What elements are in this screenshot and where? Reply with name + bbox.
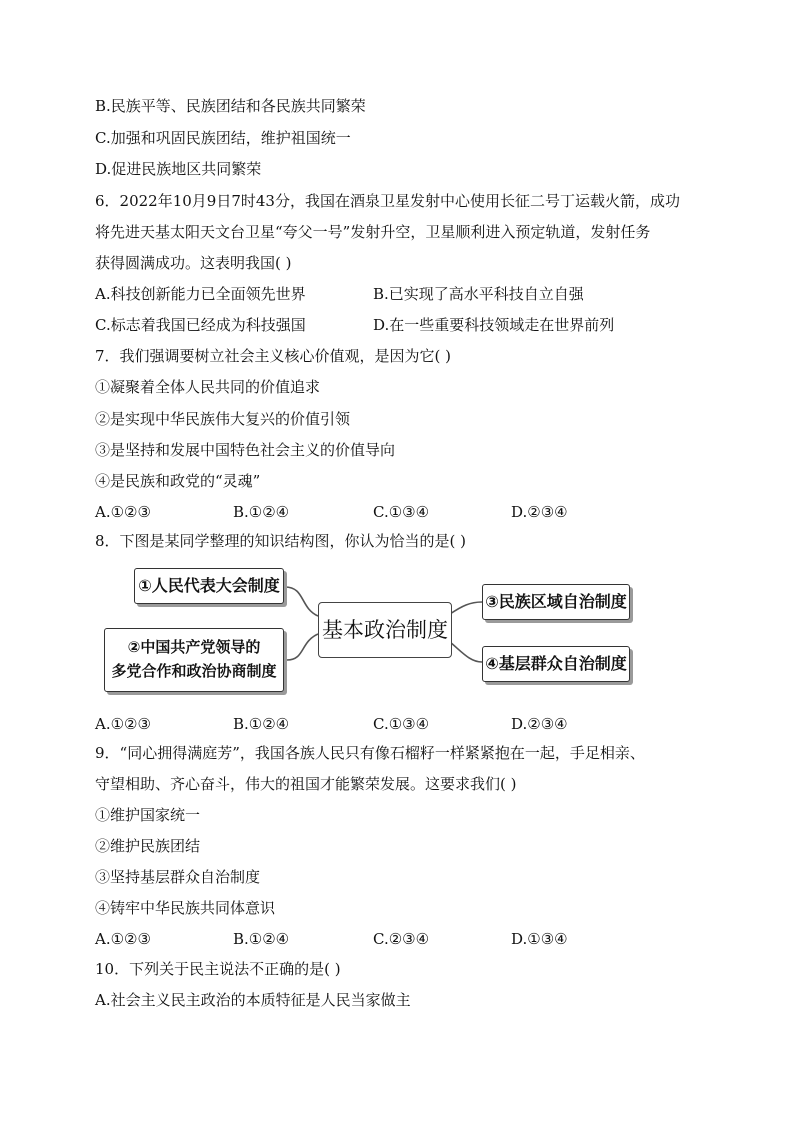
- q6-option-c: C.标志着我国已经成为科技强国: [95, 316, 306, 334]
- q9-item-1: ①维护国家统一: [95, 806, 201, 824]
- q8-option-a: A.①②③: [95, 715, 151, 733]
- q6-option-a: A.科技创新能力已全面领先世界: [95, 285, 306, 303]
- q6-stem-line-1: 6．2022年10月9日7时43分，我国在酒泉卫星发射中心使用长征二号丁运载火箭，成功: [95, 192, 680, 210]
- q7-item-2: ②是实现中华民族伟大复兴的价值引领: [95, 410, 351, 428]
- q9-stem-line-2: 守望相助、齐心奋斗，伟大的祖国才能繁荣发展。这要求我们( ): [95, 775, 517, 793]
- q7-item-4: ④是民族和政党的“灵魂”: [95, 472, 261, 490]
- q6-stem-line-2: 将先进天基太阳天文台卫星“夸父一号”发射升空，卫星顺利进入预定轨道，发射任务: [95, 223, 651, 241]
- q8-stem: 8．下图是某同学整理的知识结构图，你认为恰当的是( ): [95, 532, 467, 550]
- q8-option-c: C.①③④: [373, 715, 430, 733]
- diagram-box-multiparty-line-1: ②中国共产党领导的: [127, 638, 261, 656]
- knowledge-structure-diagram: [100, 560, 640, 705]
- q6-option-b: B.已实现了高水平科技自立自强: [373, 285, 584, 303]
- q6-option-d: D.在一些重要科技领域走在世界前列: [373, 316, 615, 334]
- q6-stem-line-3: 获得圆满成功。这表明我国( ): [95, 254, 292, 272]
- connector-box2: [287, 634, 318, 660]
- diagram-box-grassroots-autonomy: ④基层群众自治制度: [482, 646, 630, 682]
- q10-option-a: A.社会主义民主政治的本质特征是人民当家做主: [95, 991, 411, 1009]
- q7-option-c: C.①③④: [373, 503, 430, 521]
- q7-option-a: A.①②③: [95, 503, 151, 521]
- q9-option-a: A.①②③: [95, 930, 151, 948]
- diagram-box-regional-autonomy: ③民族区域自治制度: [482, 584, 630, 620]
- q9-option-d: D.①③④: [511, 930, 568, 948]
- q10-stem: 10．下列关于民主说法不正确的是( ): [95, 960, 341, 978]
- q7-item-3: ③是坚持和发展中国特色社会主义的价值导向: [95, 441, 396, 459]
- diagram-center-basic-political-system: 基本政治制度: [318, 602, 452, 658]
- connector-box1: [285, 587, 318, 616]
- q9-option-b: B.①②④: [233, 930, 290, 948]
- diagram-box-people-congress: ①人民代表大会制度: [134, 568, 284, 604]
- diagram-box-multiparty-line-2: 多党合作和政治协商制度: [111, 662, 277, 680]
- diagram-box-multiparty-cooperation: [104, 628, 284, 692]
- q7-option-b: B.①②④: [233, 503, 290, 521]
- connector-box4: [450, 642, 482, 662]
- q7-option-d: D.②③④: [511, 503, 568, 521]
- q5-option-c: C.加强和巩固民族团结，维护祖国统一: [95, 129, 351, 147]
- q8-option-d: D.②③④: [511, 715, 568, 733]
- connector-box3: [450, 602, 482, 614]
- q5-option-d: D.促进民族地区共同繁荣: [95, 160, 262, 178]
- q9-option-c: C.②③④: [373, 930, 430, 948]
- q9-stem-line-1: 9．“同心拥得满庭芳”，我国各族人民只有像石榴籽一样紧紧抱在一起，手足相亲、: [95, 744, 645, 762]
- q7-stem: 7．我们强调要树立社会主义核心价值观，是因为它( ): [95, 347, 452, 365]
- q8-option-b: B.①②④: [233, 715, 290, 733]
- q9-item-3: ③坚持基层群众自治制度: [95, 868, 261, 886]
- q9-item-2: ②维护民族团结: [95, 837, 201, 855]
- q5-option-b: B.民族平等、民族团结和各民族共同繁荣: [95, 97, 366, 115]
- q7-item-1: ①凝聚着全体人民共同的价值追求: [95, 378, 321, 396]
- q9-item-4: ④铸牢中华民族共同体意识: [95, 899, 276, 917]
